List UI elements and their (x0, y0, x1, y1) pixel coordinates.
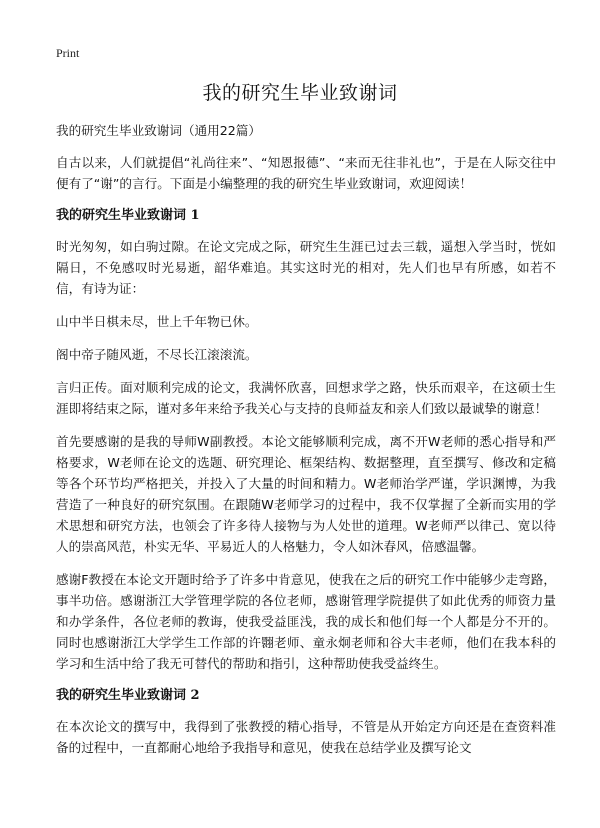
article-body (56, 120, 556, 770)
section1-poem-line-2: 阁中帝子随风逝，不尽长江滚滚流。 (56, 347, 258, 362)
section-heading-1: 我的研究生毕业致谢词 1 (56, 208, 200, 223)
page-title: 我的研究生毕业致谢词 (202, 82, 398, 104)
section2-paragraph-1: 在本次论文的撰写中，我得到了张教授的精心指导，不管是从开始定方向还是在查资料准备的过程中，一直都耐心地给予我指导和意见，使我在总结学业及撰写论文 (56, 719, 556, 755)
section1-paragraph-4: 感谢F教授在本论文开题时给予了许多中肯意见，使我在之后的研究工作中能够少走弯路，事半功倍。感谢浙江大学管理学院的各位老师，感谢管理学院提供了如此优秀的师资力量和办学条件，各位老师的教诲，使我受益匪浅，我的成长和他们每一个人都是分不开的。同时也感谢浙江大学学生工作部的许翾老师、童永炯老师和谷大丰老师，他们在我本科的学习和生活中给了我无可替代的帮助和指引，这种帮助使我受益终生。 (56, 572, 556, 671)
section1-poem-line-1: 山中半日棋未尽，世上千年物已休。 (56, 314, 258, 329)
section1-paragraph-1: 时光匆匆，如白驹过隙。在论文完成之际，研究生生涯已过去三载，遥想入学当时，恍如隔日，不免感叹时光易逝，韶华难追。其实这时光的相对，先人们也早有所感，如若不信，有诗为证： (56, 239, 556, 296)
intro-paragraph: 自古以来，人们就提倡“礼尚往来”、“知恩报德”、“来而无往非礼也”，于是在人际交往中便有了“谢”的言行。下面是小编整理的我的研究生毕业致谢词，欢迎阅读！ (56, 155, 556, 191)
section1-paragraph-3: 首先要感谢的是我的导师W副教授。本论文能够顺利完成，离不开W老师的悉心指导和严格要求，W老师在论文的选题、研究理论、框架结构、数据整理，直至撰写、修改和定稿等各个环节均严格把关，并投入了大量的时间和精力。W老师治学严谨，学识渊博，为我营造了一种良好的研究氛围。在跟随W老师学习的过程中，我不仅掌握了全新而实用的学术思想和研究方法，也领会了许多待人接物与为人处世的道理。W老师严以律己、宽以待人的崇高风范，朴实无华、平易近人的人格魅力，令人如沐春风，倍感温馨。 (56, 434, 556, 554)
article-subtitle: 我的研究生毕业致谢词（通用22篇） (56, 123, 261, 138)
section-heading-2: 我的研究生毕业致谢词 2 (56, 688, 200, 703)
print-link[interactable]: Print (56, 46, 80, 60)
section1-paragraph-2: 言归正传。面对顺利完成的论文，我满怀欣喜，回想求学之路，快乐而艰辛，在这硕士生涯即将结束之际，谨对多年来给予我关心与支持的良师益友和亲人们致以最诚挚的谢意！ (56, 380, 556, 416)
